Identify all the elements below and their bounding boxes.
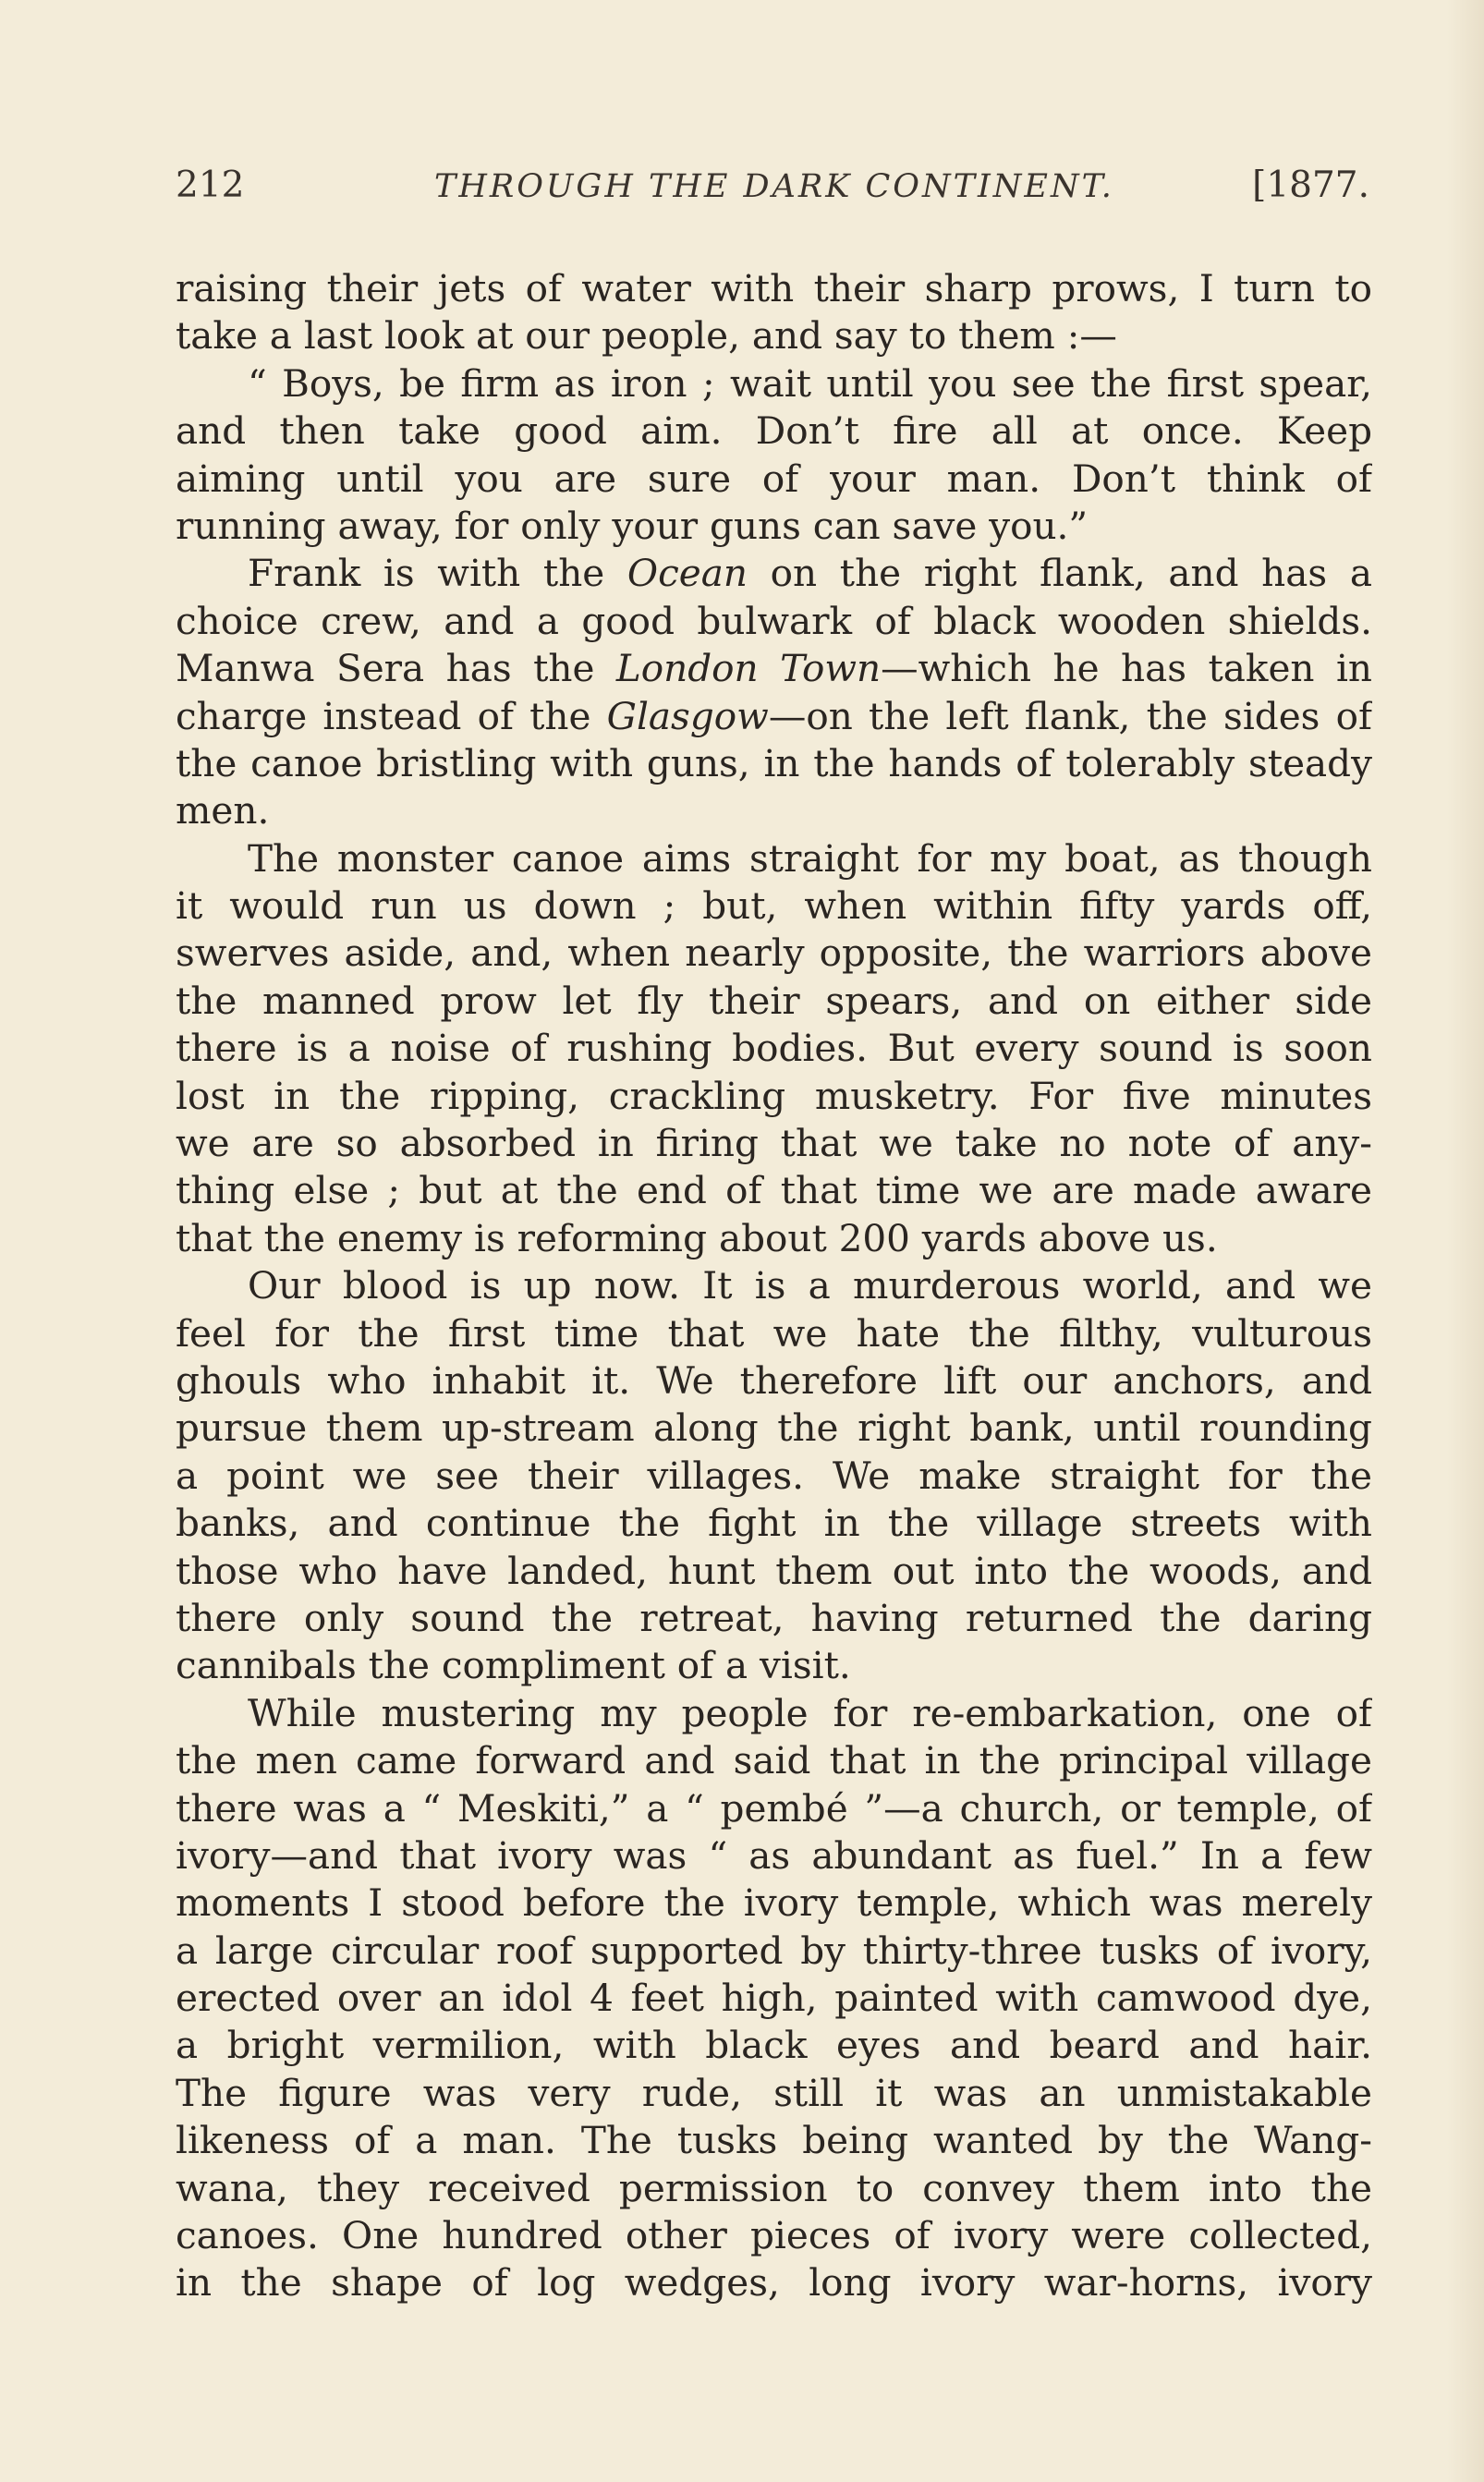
text-span: Frank is with the [248,551,627,596]
text-span: on the right flank, and has a [748,551,1372,596]
text-line: The monster canoe aims straight for my boat, as though [248,835,1372,881]
page-edge-shadow [1447,0,1484,2482]
text-span: Manwa Sera has the [176,646,616,691]
text-line: cannibals the compliment of a visit. [176,1643,851,1688]
text-line: the men came forward and said that in the principal village [176,1738,1372,1783]
text-line: swerves aside, and, when nearly opposite, the warriors above [176,931,1372,976]
text-line: raising their jets of water with their sharp prows, I turn to [176,266,1372,310]
text-line: we are so absorbed in firing that we take no note of any- [176,1121,1372,1166]
text-line: moments I stood before the ivory temple, which was merely [176,1880,1372,1926]
text-line: feel for the first time that we hate the filthy, vulturous [176,1310,1372,1356]
text-line [176,693,1372,740]
text-span: —on the left flank, the sides of [768,693,1372,738]
text-line: lost in the ripping, crackling musketry. For five minutes [176,1073,1372,1118]
text-line [176,645,1372,692]
body-text [176,265,1372,2307]
text-line: wana, they received permission to convey them into the [176,2165,1372,2210]
italic-text: London Town [615,646,882,691]
running-year: [1877. [1252,164,1369,206]
text-line: pursue them up-stream along the right bank, until rounding [176,1405,1372,1451]
text-line: canoes. One hundred other pieces of ivory were collected, [176,2213,1372,2258]
text-line: it would run us down ; but, when within fifty yards off, [176,883,1372,929]
text-line [176,550,1372,597]
text-line: Our blood is up now. It is a murderous world, and we [248,1263,1372,1308]
text-line: The figure was very rude, still it was an unmistakable [176,2070,1372,2115]
text-line: that the enemy is reforming about 200 yards above us. [176,1215,1218,1260]
text-line: erected over an idol 4 feet high, painted with camwood dye, [176,1976,1372,2021]
text-line: banks, and continue the fight in the village streets with [176,1501,1372,1546]
text-line: take a last look at our people, and say to them :— [176,313,1117,359]
text-line: choice crew, and a good bulwark of black wooden shields. [176,598,1372,643]
text-line: the manned prow let fly their spears, and on either side [176,978,1372,1023]
text-line: a point we see their villages. We make straight for the [176,1453,1372,1498]
italic-text: Glasgow [606,693,769,738]
text-line: there is a noise of rushing bodies. But every sound is soon [176,1026,1372,1071]
text-line: and then take good aim. Don’t fire all at once. Keep [176,408,1372,454]
text-line: “ Boys, be firm as iron ; wait until you see the first spear, [248,360,1372,406]
text-line: running away, for only your guns can save you.” [176,503,1089,548]
text-line: likeness of a man. The tusks being wanted by the Wang- [176,2118,1372,2163]
text-line: ivory—and that ivory was “ as abundant as fuel.” In a few [176,1832,1372,1878]
text-span: charge instead of the [176,693,607,738]
text-line: While mustering my people for re-embarkation, one of [248,1690,1372,1735]
running-head [176,164,1377,220]
text-span: —which he has taken in [881,646,1372,691]
running-title: THROUGH THE DARK CONTINENT. [434,168,1114,205]
page-number: 212 [176,164,245,206]
text-line: thing else ; but at the end of that time we are made aware [176,1168,1372,1213]
text-line: ghouls who inhabit it. We therefore lift our anchors, and [176,1357,1372,1403]
text-line: in the shape of log wedges, long ivory war-horns, ivory [176,2260,1372,2306]
text-line: the canoe bristling with guns, in the hands of tolerably steady [176,740,1372,785]
text-line: aiming until you are sure of your man. Don’t think of [176,456,1372,501]
italic-text: Ocean [626,551,748,596]
text-line: a bright vermilion, with black eyes and beard and hair. [176,2023,1372,2068]
text-line: a large circular roof supported by thirty-three tusks of ivory, [176,1928,1372,1973]
text-line: there was a “ Meskiti,” a “ pembé ”—a church, or temple, of [176,1785,1372,1831]
text-line: those who have landed, hunt them out into the woods, and [176,1548,1372,1593]
text-line: there only sound the retreat, having returned the daring [176,1595,1372,1640]
text-line: men. [176,788,270,833]
